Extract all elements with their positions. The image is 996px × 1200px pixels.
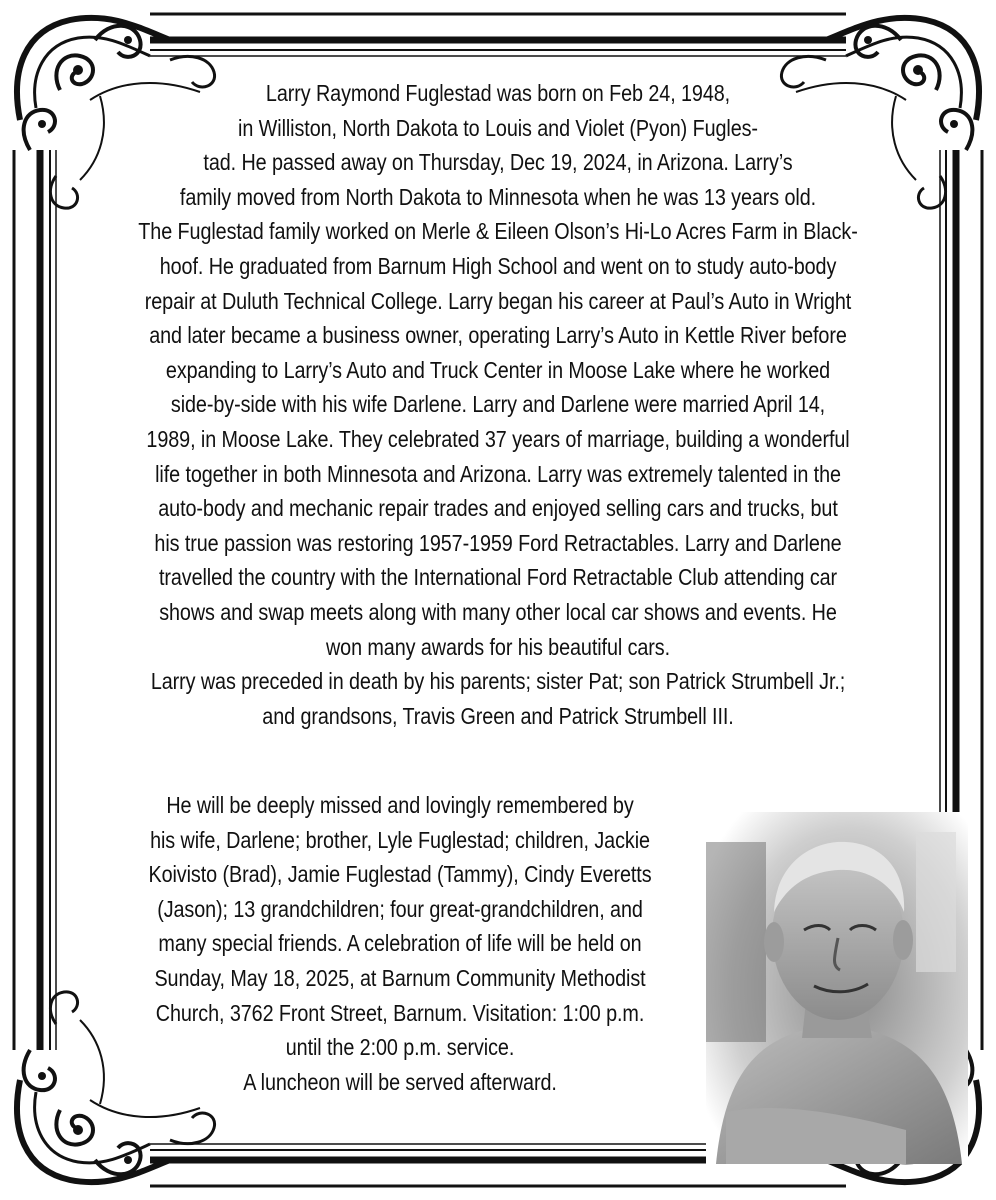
luncheon-line: A luncheon will be served afterward. [243,1068,557,1095]
text-line: The Fuglestad family worked on Merle & Eileen Olson’s Hi-Lo Acres Farm in Black- [138,218,858,245]
text-line: until the 2:00 p.m. service. [285,1034,515,1061]
text-line: travelled the country with the International Ford Retractable Club attending car [158,564,838,591]
text-line: and later became a business owner, operating Larry’s Auto in Kettle River before [149,322,847,349]
text-line: (Jason); 13 grandchildren; four great-grandchildren, and [157,895,643,922]
text-line: his wife, Darlene; brother, Lyle Fuglestad; children, Jackie [150,826,650,853]
text-line: Larry Raymond Fuglestad was born on Feb 24, 1948, [265,80,731,106]
portrait-photo [706,812,968,1164]
text-line: won many awards for his beautiful cars. [325,633,671,660]
text-line: shows and swap meets along with many other local car shows and events. He [159,598,837,625]
obituary-text-closing [108,788,693,1099]
obituary-text-main [121,76,874,733]
text-line: Sunday, May 18, 2025, at Barnum Community Methodist [154,964,646,991]
text-line: life together in both Minnesota and Arizona. Larry was extremely talented in the [155,460,841,487]
text-line: Church, 3762 Front Street, Barnum. Visitation: 1:00 p.m. [155,999,645,1026]
text-line: Larry was preceded in death by his parents; sister Pat; son Patrick Strumbell Jr.; [150,668,846,695]
text-line: in Williston, North Dakota to Louis and Violet (Pyon) Fugles- [238,114,758,141]
text-line: repair at Duluth Technical College. Larry began his career at Paul’s Auto in Wright [144,287,852,314]
text-line: 1989, in Moose Lake. They celebrated 37 years of marriage, building a wonderful [146,425,850,452]
text-line: expanding to Larry’s Auto and Truck Center in Moose Lake where he worked [165,356,831,383]
text-line: auto-body and mechanic repair trades and enjoyed selling cars and trucks, but [158,495,838,522]
text-line: his true passion was restoring 1957-1959 Ford Retractables. Larry and Darlene [154,529,842,556]
text-line: He will be deeply missed and lovingly remembered by [166,792,634,818]
text-line: tad. He passed away on Thursday, Dec 19, 2024, in Arizona. Larry’s [203,149,793,176]
text-line: Koivisto (Brad), Jamie Fuglestad (Tammy), Cindy Everetts [148,861,652,888]
text-line: many special friends. A celebration of life will be held on [158,930,642,957]
text-line: and grandsons, Travis Green and Patrick Strumbell III. [262,702,734,729]
text-line: side-by-side with his wife Darlene. Larry and Darlene were married April 14, [170,391,826,418]
text-line: family moved from North Dakota to Minnesota when he was 13 years old. [179,183,817,210]
text-line: hoof. He graduated from Barnum High School and went on to study auto-body [159,252,837,279]
